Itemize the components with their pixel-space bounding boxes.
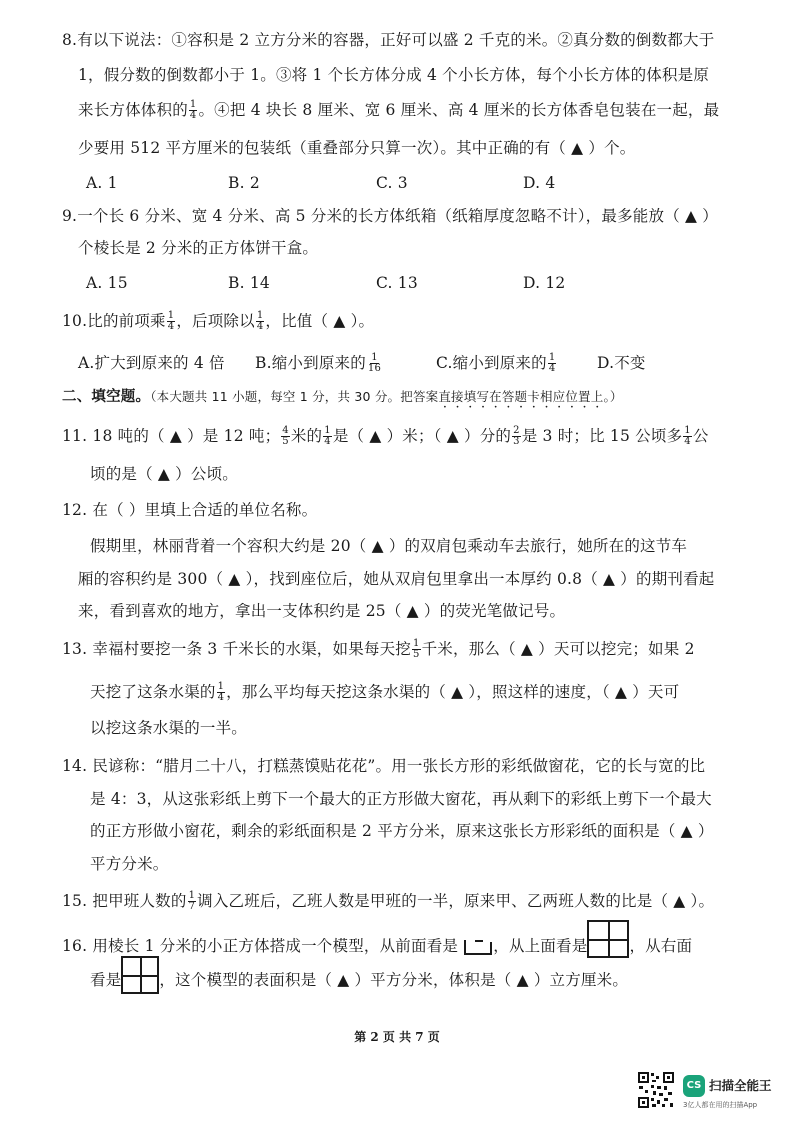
section-note: 。） [603, 389, 623, 404]
section-title: 二、填空题。 [62, 388, 151, 405]
q12-line-2: 假期里，林丽背着一个容积大约是 20（ ▲ ）的双肩包乘动车去旅行，她所在的这节车 [90, 537, 688, 555]
q13-text: 13. 幸福村要挖一条 3 千米长的水渠，如果每天挖 [62, 640, 411, 658]
q8-text: 来长方体体积的 [78, 101, 188, 119]
scanner-app-name: 扫描全能王 [709, 1078, 772, 1093]
fraction [281, 426, 290, 447]
section-note-emphasis: 直接填写在答题卡相应位置上 [438, 389, 604, 404]
fraction [167, 311, 176, 332]
fraction [548, 353, 557, 374]
q16-text: ，从右面 [629, 937, 693, 955]
q8-line-3 [78, 99, 719, 122]
fraction-denominator: 4 [684, 435, 691, 447]
fraction-numerator: 1 [548, 351, 556, 363]
q8-line-2: 1，假分数的倒数都小于 1。③将 1 个长方体分成 4 个小长方体，每个小长方体的体积是原 [78, 66, 710, 84]
q9-option-b: B. 14 [228, 274, 270, 292]
fraction [323, 426, 332, 447]
q16-text: ，从上面看是 [493, 937, 588, 955]
q10-text: ，比值（ ▲ ）。 [265, 312, 375, 330]
fraction [412, 639, 421, 660]
q16-text: 16. 用棱长 1 分米的小正方体搭成一个模型，从前面看是 [62, 937, 459, 955]
q10-option-d: D.不变 [597, 354, 646, 372]
fraction-denominator: 5 [413, 648, 420, 660]
q16-line-2 [90, 962, 628, 1000]
grid-line [589, 939, 627, 941]
q9-option-c: C. 13 [376, 274, 418, 292]
qr-code-icon [637, 1071, 675, 1109]
fraction-denominator: 4 [189, 109, 197, 121]
fraction-denominator: 5 [282, 435, 289, 447]
fraction [256, 311, 265, 332]
fraction [367, 353, 382, 374]
q10-option-a: A.扩大到原来的 4 倍 [78, 354, 225, 372]
q14-line-2: 是 4：3，从这张彩纸上剪下一个最大的正方形做大窗花，再从剩下的彩纸上剪下一个最大 [90, 790, 712, 808]
q10-line-1 [62, 310, 374, 333]
q16-text: ，这个模型的表面积是（ ▲ ）平方分米，体积是（ ▲ ）立方厘米。 [159, 971, 629, 989]
section-2-header [62, 386, 623, 411]
q8-text: 。④把 4 块长 8 厘米、宽 6 厘米、高 4 厘米的长方体香皂包装在一起，最 [198, 101, 720, 119]
q12-line-4: 来，看到喜欢的地方，拿出一支体积约是 25（ ▲ ）的荧光笔做记号。 [78, 602, 566, 620]
q9-option-d: D. 12 [523, 274, 566, 292]
top-view-figure [587, 920, 629, 958]
fraction-numerator: 1 [188, 889, 196, 901]
fraction-numerator: 1 [413, 637, 420, 649]
fraction-numerator: 2 [513, 424, 520, 436]
front-view-figure [463, 938, 493, 956]
q10-option-b [255, 352, 383, 375]
fraction-numerator: 1 [371, 351, 378, 363]
q11-text: 公 [692, 427, 709, 445]
q8-option-d: D. 4 [523, 174, 556, 192]
q15-text: 15. 把甲班人数的 [62, 892, 187, 910]
q8-line-1: 8.有以下说法：①容积是 2 立方分米的容器，正好可以盛 2 千克的米。②真分数的倒数都大于 [62, 31, 715, 49]
fraction-denominator: 7 [188, 900, 196, 912]
fraction-numerator: 1 [256, 309, 264, 321]
page-number: 第 2 页 共 7 页 [354, 1030, 440, 1044]
q15-line-1 [62, 890, 714, 913]
fraction-denominator: 3 [513, 435, 520, 447]
q9-line-1: 9.一个长 6 分米、宽 4 分米、高 5 分米的长方体纸箱（纸箱厚度忽略不计），最多能放（ ▲ ） [62, 207, 718, 225]
q15-text: 调入乙班后，乙班人数是甲班的一半，原来甲、乙两班人数的比是（ ▲ ）。 [197, 892, 715, 910]
q10-text: ，后项除以 [176, 312, 255, 330]
q9-line-2: 个棱长是 2 分米的正方体饼干盒。 [78, 239, 319, 257]
grid-line [123, 975, 157, 977]
section-note: （本大题共 11 小题，每空 1 分，共 30 分。把答案 [150, 389, 439, 404]
q14-line-1: 14. 民谚称：“腊月二十八，打糕蒸馍贴花花”。用一张长方形的彩纸做窗花，它的长与宽的比 [62, 757, 706, 775]
fraction-denominator: 4 [324, 435, 331, 447]
q13-line-1 [62, 638, 695, 661]
q10-option-c [436, 352, 557, 375]
fraction-denominator: 16 [367, 362, 382, 374]
fraction-numerator: 1 [684, 424, 691, 436]
q11-text: 米的 [290, 427, 323, 445]
q13-line-3: 以挖这条水渠的一半。 [90, 719, 248, 737]
scanner-tagline: 3亿人都在用的扫描App [683, 1101, 758, 1109]
right-view-figure [121, 956, 159, 994]
q10-text: 10.比的前项乘 [62, 312, 166, 330]
q14-line-3: 的正方形做小窗花，剩余的彩纸面积是 2 平方分米，原来这张长方形彩纸的面积是（ ▲ ） [90, 822, 714, 840]
q11-text: 是 3 时；比 15 公顷多 [521, 427, 683, 445]
q8-line-4: 少要用 512 平方厘米的包装纸（重叠部分只算一次）。其中正确的有（ ▲ ）个。 [78, 139, 636, 157]
q8-option-a: A. 1 [86, 174, 118, 192]
q12-line-1: 12. 在（ ）里填上合适的单位名称。 [62, 501, 318, 519]
q11-line-1 [62, 425, 709, 448]
q11-line-2: 顷的是（ ▲ ）公顷。 [90, 465, 238, 483]
fraction-numerator: 4 [282, 424, 289, 436]
q8-option-b: B. 2 [228, 174, 260, 192]
q13-line-2 [90, 681, 679, 704]
fraction [217, 682, 226, 703]
fraction-numerator: 1 [217, 680, 225, 692]
q10-option-b-text: B.缩小到原来的 [255, 354, 366, 372]
q9-option-a: A. 15 [86, 274, 128, 292]
q8-option-c: C. 3 [376, 174, 408, 192]
fraction-denominator: 4 [548, 362, 556, 374]
q13-text: 天挖了这条水渠的 [90, 683, 216, 701]
front-view-icon [463, 938, 493, 956]
q16-text: 看是 [90, 971, 122, 989]
q14-line-4: 平方分米。 [90, 855, 169, 873]
q13-text: 千米，那么（ ▲ ）天可以挖完；如果 2 [421, 640, 695, 658]
fraction [189, 100, 198, 121]
q11-text: 11. 18 吨的（ ▲ ）是 12 吨； [62, 427, 281, 445]
q10-option-c-text: C.缩小到原来的 [436, 354, 547, 372]
fraction-denominator: 4 [256, 320, 264, 332]
fraction-denominator: 4 [217, 691, 225, 703]
fraction-numerator: 1 [167, 309, 175, 321]
fraction [683, 426, 692, 447]
q13-text: ，那么平均每天挖这条水渠的（ ▲ ），照这样的速度，（ ▲ ）天可 [226, 683, 680, 701]
q11-text: 是（ ▲ ）米；（ ▲ ）分的 [332, 427, 512, 445]
fraction [512, 426, 521, 447]
fraction-numerator: 1 [189, 98, 197, 110]
fraction [188, 891, 197, 912]
q12-line-3: 厢的容积约是 300（ ▲ ），找到座位后，她从双肩包里拿出一本厚约 0.8（ ▲ ）的期刊看起 [78, 570, 715, 588]
fraction-numerator: 1 [324, 424, 331, 436]
scanner-logo-icon: CS [683, 1075, 705, 1097]
fraction-denominator: 4 [167, 320, 175, 332]
